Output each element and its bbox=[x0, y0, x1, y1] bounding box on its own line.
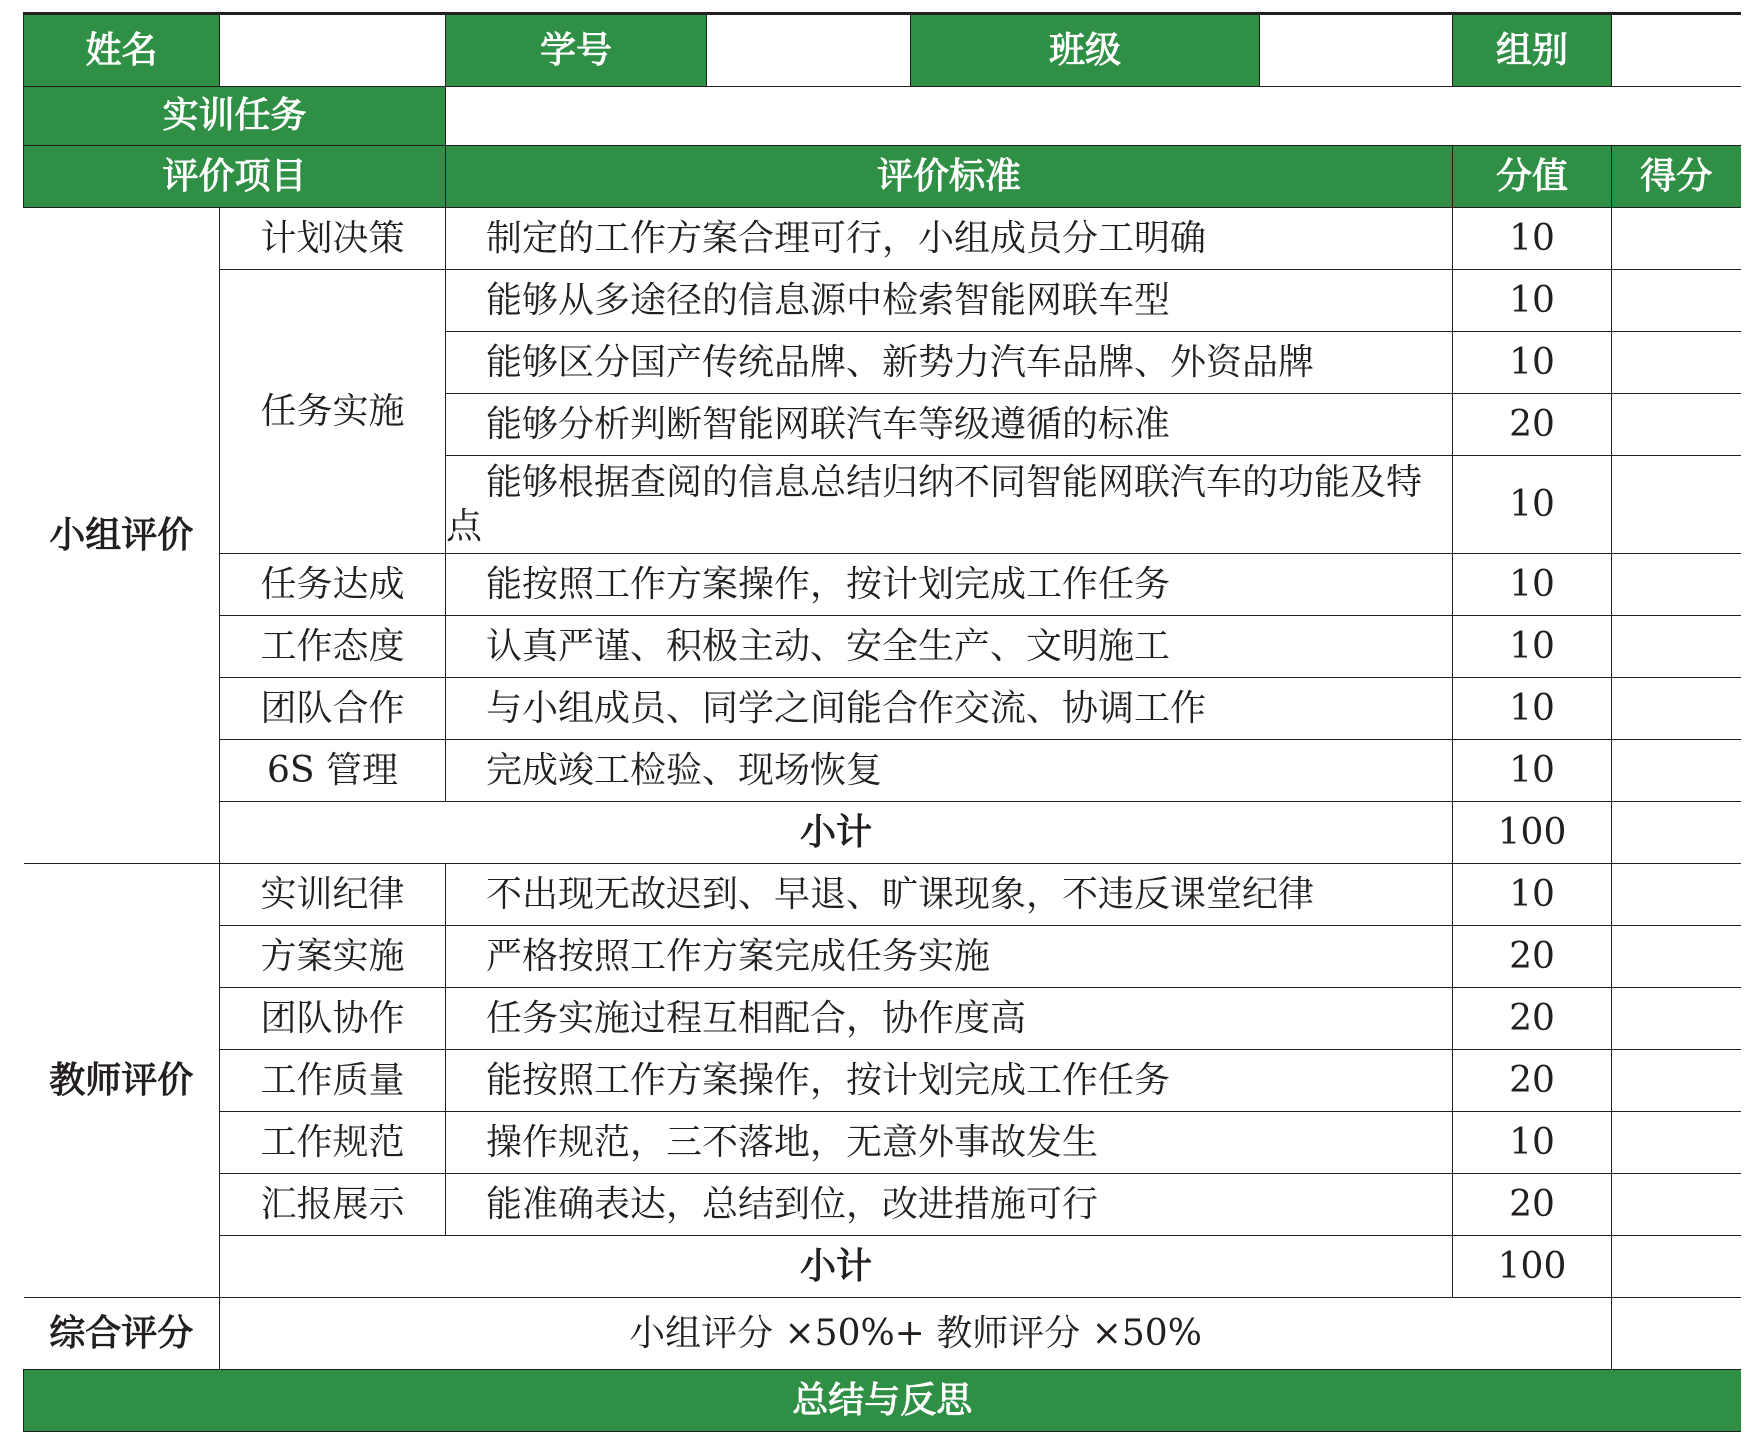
score-cell[interactable] bbox=[1612, 1050, 1741, 1112]
points-cell: 10 bbox=[1453, 554, 1612, 616]
score-cell[interactable] bbox=[1612, 616, 1741, 678]
evaluation-table bbox=[23, 12, 1741, 1432]
score-cell[interactable] bbox=[1612, 678, 1741, 740]
score-cell[interactable] bbox=[1612, 740, 1741, 802]
col-criteria-header: 评价标准 bbox=[446, 146, 1453, 208]
criteria-cell bbox=[446, 332, 1453, 394]
criteria-text: 完成竣工检验、现场恢复 bbox=[486, 749, 883, 791]
criteria-cell bbox=[446, 1174, 1453, 1236]
criteria-cell bbox=[446, 988, 1453, 1050]
table-row bbox=[24, 554, 1741, 616]
group-eval-label: 小组评价 bbox=[24, 208, 220, 864]
table-row bbox=[24, 208, 1741, 270]
item-cell: 计划决策 bbox=[220, 208, 446, 270]
table-row bbox=[24, 1112, 1741, 1174]
info-row bbox=[24, 14, 1741, 87]
criteria-text: 认真严谨、积极主动、安全生产、文明施工 bbox=[486, 625, 1171, 667]
table-row bbox=[24, 678, 1741, 740]
item-cell: 实训纪律 bbox=[220, 864, 446, 926]
criteria-cell bbox=[446, 270, 1453, 332]
item-cell: 团队协作 bbox=[220, 988, 446, 1050]
criteria-cell bbox=[446, 678, 1453, 740]
overall-label: 综合评分 bbox=[24, 1298, 220, 1370]
item-cell: 工作态度 bbox=[220, 616, 446, 678]
teacher-subtotal-score[interactable] bbox=[1612, 1236, 1741, 1298]
table-row bbox=[24, 616, 1741, 678]
summary-header: 总结与反思 bbox=[24, 1370, 1741, 1432]
criteria-cell bbox=[446, 616, 1453, 678]
item-cell: 汇报展示 bbox=[220, 1174, 446, 1236]
criteria-cell bbox=[446, 554, 1453, 616]
teacher-subtotal-row bbox=[24, 1236, 1741, 1298]
points-cell: 20 bbox=[1453, 394, 1612, 456]
points-cell: 10 bbox=[1453, 332, 1612, 394]
points-cell: 10 bbox=[1453, 208, 1612, 270]
col-points-header: 分值 bbox=[1453, 146, 1612, 208]
points-cell: 10 bbox=[1453, 456, 1612, 554]
table-row bbox=[24, 1174, 1741, 1236]
score-cell[interactable] bbox=[1612, 456, 1741, 554]
points-cell: 10 bbox=[1453, 270, 1612, 332]
group-subtotal-row bbox=[24, 802, 1741, 864]
table-row bbox=[24, 740, 1741, 802]
overall-formula: 小组评分 ×50%+ 教师评分 ×50% bbox=[220, 1298, 1612, 1370]
group-label: 组别 bbox=[1453, 14, 1612, 87]
score-cell[interactable] bbox=[1612, 1174, 1741, 1236]
score-cell[interactable] bbox=[1612, 332, 1741, 394]
item-cell: 6S 管理 bbox=[220, 740, 446, 802]
points-cell: 10 bbox=[1453, 616, 1612, 678]
criteria-text: 能够根据查阅的信息总结归纳不同智能网联汽车的功能及特点 bbox=[446, 461, 1423, 547]
teacher-subtotal-label: 小计 bbox=[220, 1236, 1453, 1298]
score-cell[interactable] bbox=[1612, 394, 1741, 456]
score-cell[interactable] bbox=[1612, 988, 1741, 1050]
student-id-field[interactable] bbox=[707, 14, 911, 87]
table-row bbox=[24, 1050, 1741, 1112]
criteria-text: 能够从多途径的信息源中检索智能网联车型 bbox=[486, 279, 1171, 321]
criteria-cell bbox=[446, 394, 1453, 456]
score-cell[interactable] bbox=[1612, 1112, 1741, 1174]
item-cell: 团队合作 bbox=[220, 678, 446, 740]
group-subtotal-points: 100 bbox=[1453, 802, 1612, 864]
overall-row bbox=[24, 1298, 1741, 1370]
points-cell: 20 bbox=[1453, 1174, 1612, 1236]
score-cell[interactable] bbox=[1612, 554, 1741, 616]
task-row bbox=[24, 87, 1741, 146]
group-subtotal-label: 小计 bbox=[220, 802, 1453, 864]
points-cell: 20 bbox=[1453, 988, 1612, 1050]
group-field[interactable] bbox=[1612, 14, 1741, 87]
class-field[interactable] bbox=[1260, 14, 1453, 87]
table-row bbox=[24, 926, 1741, 988]
criteria-text: 能够分析判断智能网联汽车等级遵循的标准 bbox=[486, 403, 1171, 445]
col-score-header: 得分 bbox=[1612, 146, 1741, 208]
criteria-cell bbox=[446, 1050, 1453, 1112]
criteria-text: 严格按照工作方案完成任务实施 bbox=[486, 935, 991, 977]
task-label: 实训任务 bbox=[24, 87, 446, 146]
score-cell[interactable] bbox=[1612, 270, 1741, 332]
points-cell: 20 bbox=[1453, 1050, 1612, 1112]
item-cell: 任务实施 bbox=[220, 270, 446, 554]
column-header-row bbox=[24, 146, 1741, 208]
points-cell: 20 bbox=[1453, 926, 1612, 988]
class-label: 班级 bbox=[911, 14, 1260, 87]
criteria-text: 任务实施过程互相配合，协作度高 bbox=[486, 997, 1027, 1039]
criteria-text: 操作规范，三不落地，无意外事故发生 bbox=[486, 1121, 1099, 1163]
item-cell: 任务达成 bbox=[220, 554, 446, 616]
col-item-header: 评价项目 bbox=[24, 146, 446, 208]
criteria-text: 不出现无故迟到、早退、旷课现象，不违反课堂纪律 bbox=[486, 873, 1315, 915]
summary-row bbox=[24, 1370, 1741, 1432]
item-cell: 方案实施 bbox=[220, 926, 446, 988]
points-cell: 10 bbox=[1453, 1112, 1612, 1174]
score-cell[interactable] bbox=[1612, 926, 1741, 988]
teacher-subtotal-points: 100 bbox=[1453, 1236, 1612, 1298]
name-label: 姓名 bbox=[24, 14, 220, 87]
criteria-text: 能按照工作方案操作，按计划完成工作任务 bbox=[486, 563, 1171, 605]
criteria-cell bbox=[446, 1112, 1453, 1174]
points-cell: 10 bbox=[1453, 678, 1612, 740]
table-row bbox=[24, 988, 1741, 1050]
score-cell[interactable] bbox=[1612, 208, 1741, 270]
criteria-cell bbox=[446, 740, 1453, 802]
criteria-cell bbox=[446, 864, 1453, 926]
table-row bbox=[24, 864, 1741, 926]
criteria-cell bbox=[446, 926, 1453, 988]
criteria-text: 制定的工作方案合理可行，小组成员分工明确 bbox=[486, 217, 1207, 259]
item-cell: 工作质量 bbox=[220, 1050, 446, 1112]
teacher-eval-label: 教师评价 bbox=[24, 864, 220, 1298]
item-cell: 工作规范 bbox=[220, 1112, 446, 1174]
points-cell: 10 bbox=[1453, 740, 1612, 802]
score-cell[interactable] bbox=[1612, 864, 1741, 926]
overall-score[interactable] bbox=[1612, 1298, 1741, 1370]
student-id-label: 学号 bbox=[446, 14, 707, 87]
criteria-text: 能够区分国产传统品牌、新势力汽车品牌、外资品牌 bbox=[486, 341, 1315, 383]
criteria-text: 与小组成员、同学之间能合作交流、协调工作 bbox=[486, 687, 1207, 729]
points-cell: 10 bbox=[1453, 864, 1612, 926]
criteria-cell bbox=[446, 208, 1453, 270]
criteria-text: 能准确表达，总结到位，改进措施可行 bbox=[486, 1183, 1099, 1225]
table-row bbox=[24, 270, 1741, 332]
task-field[interactable] bbox=[446, 87, 1741, 146]
group-subtotal-score[interactable] bbox=[1612, 802, 1741, 864]
criteria-text: 能按照工作方案操作，按计划完成工作任务 bbox=[486, 1059, 1171, 1101]
name-field[interactable] bbox=[220, 14, 446, 87]
criteria-cell bbox=[446, 456, 1453, 554]
